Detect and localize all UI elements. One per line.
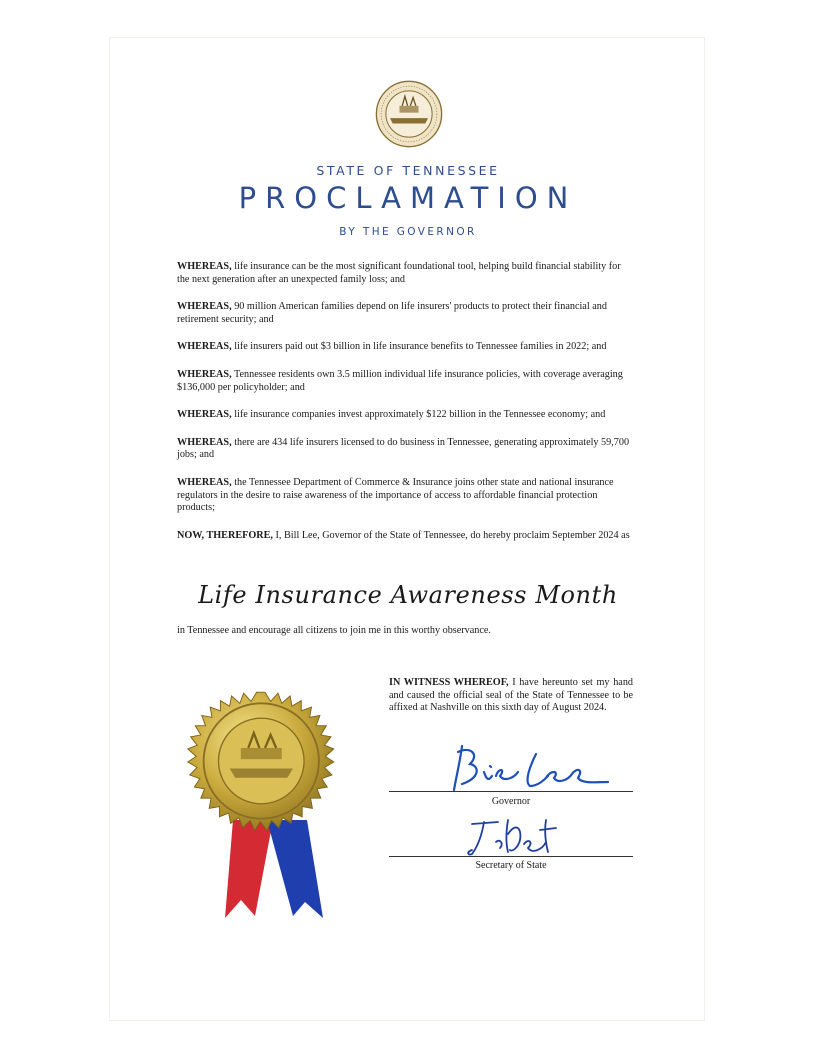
whereas-clause: WHEREAS, the Tennessee Department of Commerce & Insurance joins other state and national insurance regulators in the desire to raise awareness of the importance of access to affordable financial protection products; — [177, 476, 614, 514]
secretary-signature-icon — [462, 814, 562, 858]
secretary-signature-line — [389, 856, 633, 857]
witness-statement: IN WITNESS WHEREOF, I have hereunto set my hand and caused the official seal of the State of Tennessee to be affixed at Nashville on this sixth day of August 2024. — [389, 677, 634, 714]
whereas-clause: WHEREAS, Tennessee residents own 3.5 million individual life insurance policies, with coverage averaging $136,000 per policyholder; and — [177, 368, 623, 393]
whereas-clause: WHEREAS, life insurers paid out $3 billion in life insurance benefits to Tennessee families in 2022; and — [177, 341, 607, 353]
subtitle: BY THE GOVERNOR — [339, 226, 477, 238]
page-title: PROCLAMATION — [238, 181, 578, 215]
gold-foil-seal-icon — [172, 668, 358, 854]
now-therefore-clause: NOW, THEREFORE, I, Bill Lee, Governor of the State of Tennessee, do hereby proclaim September 2024 as — [177, 529, 630, 541]
whereas-clause: WHEREAS, there are 434 life insurers licensed to do business in Tennessee, generating approximately 59,700 jobs; and — [177, 436, 630, 461]
governor-signature-icon — [440, 742, 610, 794]
governor-signature-line — [389, 791, 633, 792]
observance-title: Life Insurance Awareness Month — [198, 581, 618, 609]
whereas-clause: WHEREAS, life insurance can be the most significant foundational tool, helping build financial stability for the next generation after an unexpected family loss; and — [177, 261, 621, 285]
state-seal-icon — [375, 80, 443, 148]
whereas-clause: WHEREAS, life insurance companies invest approximately $122 billion in the Tennessee economy; and — [177, 409, 606, 421]
closing-text: in Tennessee and encourage all citizens to join me in this worthy observance. — [177, 625, 491, 636]
whereas-clause: WHEREAS, 90 million American families depend on life insurers' products to protect their financial and retirement security; and — [177, 301, 607, 325]
state-name: STATE OF TENNESSEE — [316, 163, 500, 178]
proclamation-body — [177, 261, 633, 557]
governor-caption: Governor — [491, 796, 531, 807]
secretary-caption: Secretary of State — [475, 860, 547, 871]
